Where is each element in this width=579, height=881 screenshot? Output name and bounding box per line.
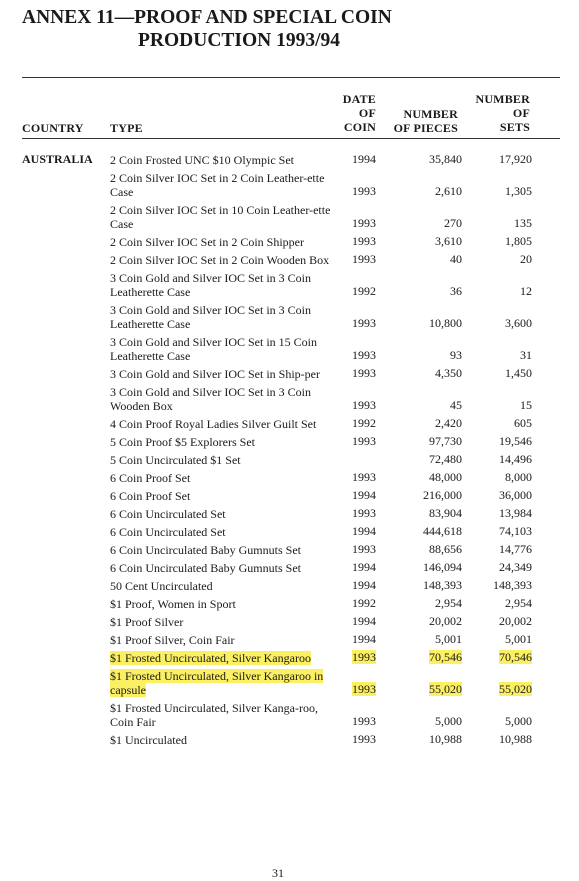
sets-cell-wrap <box>462 524 532 541</box>
sets-cell: 17,920 <box>499 152 532 166</box>
header-pieces-line-1: NUMBER <box>403 107 458 121</box>
sets-cell-wrap <box>462 366 532 383</box>
header-type: TYPE <box>110 121 143 135</box>
date-cell: 1994 <box>352 578 376 592</box>
type-cell: $1 Proof Silver, Coin Fair <box>110 633 235 647</box>
sets-cell: 74,103 <box>499 524 532 538</box>
sets-cell: 13,984 <box>499 506 532 520</box>
type-cell-wrap <box>110 523 332 541</box>
sets-cell-wrap <box>462 398 532 415</box>
date-cell: 1993 <box>352 184 376 198</box>
sets-cell-wrap <box>462 488 532 505</box>
header-date-of-coin <box>332 92 376 134</box>
date-cell-wrap <box>332 596 376 613</box>
pieces-cell: 2,610 <box>435 184 462 198</box>
date-cell: 1993 <box>352 682 376 696</box>
table-row <box>0 301 579 333</box>
sets-cell: 55,020 <box>499 682 532 696</box>
sets-cell-wrap <box>462 234 532 251</box>
table-row <box>0 151 579 169</box>
type-cell-wrap <box>110 577 332 595</box>
pieces-cell: 83,904 <box>429 506 462 520</box>
table-row <box>0 613 579 631</box>
table-row <box>0 523 579 541</box>
sets-cell: 31 <box>520 348 532 362</box>
pieces-cell: 270 <box>444 216 462 230</box>
type-cell-wrap <box>110 699 332 731</box>
type-cell-wrap <box>110 649 332 667</box>
type-cell-wrap <box>110 383 332 415</box>
type-cell-wrap <box>110 433 332 451</box>
type-cell: 2 Coin Silver IOC Set in 2 Coin Leather-ette Case <box>110 171 325 199</box>
header-rule <box>22 138 560 139</box>
date-cell-wrap <box>332 348 376 365</box>
sets-cell: 20,002 <box>499 614 532 628</box>
pieces-cell-wrap <box>376 252 462 269</box>
pieces-cell-wrap <box>376 524 462 541</box>
header-date-line-3: COIN <box>343 120 376 134</box>
top-rule <box>22 77 560 78</box>
table-row <box>0 649 579 667</box>
pieces-cell-wrap <box>376 650 462 667</box>
pieces-cell: 93 <box>450 348 462 362</box>
sets-cell-wrap <box>462 284 532 301</box>
date-cell: 1993 <box>352 650 376 664</box>
header-number-of-pieces <box>380 107 458 135</box>
pieces-cell: 2,954 <box>435 596 462 610</box>
date-cell-wrap <box>332 184 376 201</box>
sets-cell-wrap <box>462 732 532 749</box>
pieces-cell-wrap <box>376 578 462 595</box>
date-cell-wrap <box>332 560 376 577</box>
sets-cell-wrap <box>462 614 532 631</box>
pieces-cell-wrap <box>376 398 462 415</box>
pieces-cell: 146,094 <box>423 560 462 574</box>
sets-cell: 3,600 <box>505 316 532 330</box>
type-cell: $1 Proof Silver <box>110 615 184 629</box>
type-cell: $1 Frosted Uncirculated, Silver Kanga-roo, Coin Fair <box>110 701 318 729</box>
pieces-cell-wrap <box>376 416 462 433</box>
table-row <box>0 415 579 433</box>
type-cell-wrap <box>110 487 332 505</box>
header-number-of-sets <box>470 92 530 134</box>
pieces-cell: 3,610 <box>435 234 462 248</box>
date-cell-wrap <box>332 366 376 383</box>
date-cell-wrap <box>332 284 376 301</box>
type-cell-wrap <box>110 415 332 433</box>
sets-cell-wrap <box>462 632 532 649</box>
sets-cell: 148,393 <box>493 578 532 592</box>
type-cell-wrap <box>110 365 332 383</box>
date-cell: 1994 <box>352 488 376 502</box>
table-row <box>0 559 579 577</box>
sets-cell-wrap <box>462 506 532 523</box>
table-row <box>0 251 579 269</box>
sets-cell: 14,776 <box>499 542 532 556</box>
date-cell-wrap <box>332 416 376 433</box>
date-cell: 1992 <box>352 284 376 298</box>
sets-cell: 19,546 <box>499 434 532 448</box>
sets-cell: 24,349 <box>499 560 532 574</box>
type-cell-wrap <box>110 201 332 233</box>
pieces-cell: 216,000 <box>423 488 462 502</box>
type-cell-wrap <box>110 541 332 559</box>
date-cell-wrap <box>332 488 376 505</box>
date-cell: 1993 <box>352 398 376 412</box>
pieces-cell-wrap <box>376 434 462 451</box>
header-country: COUNTRY <box>22 121 84 135</box>
type-cell-wrap <box>110 301 332 333</box>
sets-cell: 5,000 <box>505 714 532 728</box>
table-row <box>0 233 579 251</box>
date-cell: 1993 <box>352 234 376 248</box>
table-row <box>0 469 579 487</box>
date-cell-wrap <box>332 234 376 251</box>
pieces-cell: 20,002 <box>429 614 462 628</box>
pieces-cell: 40 <box>450 252 462 266</box>
country-label: AUSTRALIA <box>22 152 93 166</box>
pieces-cell-wrap <box>376 316 462 333</box>
table-row <box>0 631 579 649</box>
type-cell-wrap <box>110 613 332 631</box>
date-cell: 1994 <box>352 632 376 646</box>
pieces-cell-wrap <box>376 560 462 577</box>
sets-cell-wrap <box>462 416 532 433</box>
pieces-cell-wrap <box>376 184 462 201</box>
pieces-cell-wrap <box>376 714 462 731</box>
sets-cell: 1,450 <box>505 366 532 380</box>
table-row <box>0 667 579 699</box>
sets-cell: 12 <box>520 284 532 298</box>
pieces-cell: 35,840 <box>429 152 462 166</box>
pieces-cell: 10,800 <box>429 316 462 330</box>
date-cell: 1993 <box>352 216 376 230</box>
date-cell: 1993 <box>352 434 376 448</box>
table-row <box>0 383 579 415</box>
date-cell: 1994 <box>352 152 376 166</box>
pieces-cell: 88,656 <box>429 542 462 556</box>
date-cell-wrap <box>332 216 376 233</box>
type-cell: $1 Frosted Uncirculated, Silver Kangaroo in capsule <box>110 669 324 697</box>
pieces-cell-wrap <box>376 614 462 631</box>
pieces-cell-wrap <box>376 488 462 505</box>
type-cell: 4 Coin Proof Royal Ladies Silver Guilt Set <box>110 417 317 431</box>
header-date-line-1: DATE <box>342 92 376 106</box>
pieces-cell-wrap <box>376 632 462 649</box>
sets-cell-wrap <box>462 682 532 699</box>
pieces-cell: 97,730 <box>429 434 462 448</box>
sets-cell-wrap <box>462 578 532 595</box>
type-cell-wrap <box>110 333 332 365</box>
date-cell-wrap <box>332 682 376 699</box>
type-cell: 3 Coin Gold and Silver IOC Set in Ship-per <box>110 367 320 381</box>
pieces-cell-wrap <box>376 348 462 365</box>
sets-cell: 15 <box>520 398 532 412</box>
date-cell: 1993 <box>352 470 376 484</box>
pieces-cell-wrap <box>376 470 462 487</box>
header-sets-line-1: NUMBER <box>475 92 530 106</box>
sets-cell-wrap <box>462 152 532 169</box>
table-row <box>0 595 579 613</box>
sets-cell: 605 <box>514 416 532 430</box>
table-row <box>0 365 579 383</box>
sets-cell-wrap <box>462 348 532 365</box>
date-cell: 1993 <box>352 316 376 330</box>
type-cell: 2 Coin Silver IOC Set in 10 Coin Leather-ette Case <box>110 203 331 231</box>
pieces-cell: 444,618 <box>423 524 462 538</box>
type-cell: 3 Coin Gold and Silver IOC Set in 3 Coin Leatherette Case <box>110 271 311 299</box>
type-cell-wrap <box>110 731 332 749</box>
sets-cell-wrap <box>462 452 532 469</box>
type-cell-wrap <box>110 169 332 201</box>
pieces-cell: 36 <box>450 284 462 298</box>
sets-cell-wrap <box>462 252 532 269</box>
date-cell: 1993 <box>352 366 376 380</box>
header-pieces-line-2: OF PIECES <box>393 121 458 135</box>
pieces-cell: 148,393 <box>423 578 462 592</box>
pieces-cell-wrap <box>376 152 462 169</box>
table-row <box>0 487 579 505</box>
date-cell: 1993 <box>352 542 376 556</box>
type-cell: $1 Proof, Women in Sport <box>110 597 236 611</box>
type-cell: 2 Coin Frosted UNC $10 Olympic Set <box>110 153 295 167</box>
date-cell: 1993 <box>352 348 376 362</box>
date-cell-wrap <box>332 632 376 649</box>
type-cell: 3 Coin Gold and Silver IOC Set in 3 Coin Leatherette Case <box>110 303 311 331</box>
sets-cell-wrap <box>462 470 532 487</box>
date-cell: 1994 <box>352 560 376 574</box>
sets-cell: 14,496 <box>499 452 532 466</box>
pieces-cell-wrap <box>376 542 462 559</box>
sets-cell: 1,305 <box>505 184 532 198</box>
date-cell: 1993 <box>352 714 376 728</box>
table-row <box>0 169 579 201</box>
type-cell-wrap <box>110 151 332 169</box>
type-cell-wrap <box>110 595 332 613</box>
type-cell: $1 Uncirculated <box>110 733 187 747</box>
sets-cell: 1,805 <box>505 234 532 248</box>
pieces-cell: 55,020 <box>429 682 462 696</box>
pieces-cell-wrap <box>376 234 462 251</box>
type-cell: 2 Coin Silver IOC Set in 2 Coin Wooden Box <box>110 253 330 267</box>
date-cell-wrap <box>332 714 376 731</box>
header-date-line-2: OF <box>358 106 376 120</box>
date-cell-wrap <box>332 578 376 595</box>
date-cell-wrap <box>332 524 376 541</box>
type-cell: 3 Coin Gold and Silver IOC Set in 15 Coin Leatherette Case <box>110 335 317 363</box>
type-cell: 6 Coin Proof Set <box>110 471 191 485</box>
type-cell-wrap <box>110 667 332 699</box>
date-cell: 1993 <box>352 252 376 266</box>
type-cell: 50 Cent Uncirculated <box>110 579 213 593</box>
sets-cell-wrap <box>462 216 532 233</box>
date-cell-wrap <box>332 152 376 169</box>
sets-cell: 8,000 <box>505 470 532 484</box>
pieces-cell-wrap <box>376 732 462 749</box>
sets-cell-wrap <box>462 434 532 451</box>
pieces-cell-wrap <box>376 216 462 233</box>
date-cell: 1992 <box>352 416 376 430</box>
pieces-cell-wrap <box>376 682 462 699</box>
page-number: 31 <box>272 866 284 880</box>
sets-cell-wrap <box>462 542 532 559</box>
sets-cell: 135 <box>514 216 532 230</box>
type-cell-wrap <box>110 233 332 251</box>
table-row <box>0 333 579 365</box>
date-cell-wrap <box>332 398 376 415</box>
header-sets-line-2: OF <box>512 106 530 120</box>
type-cell: 6 Coin Uncirculated Set <box>110 525 226 539</box>
table-row <box>0 541 579 559</box>
date-cell-wrap <box>332 732 376 749</box>
date-cell-wrap <box>332 252 376 269</box>
sets-cell-wrap <box>462 560 532 577</box>
sets-cell-wrap <box>462 596 532 613</box>
type-cell-wrap <box>110 469 332 487</box>
sets-cell: 70,546 <box>499 650 532 664</box>
date-cell: 1993 <box>352 506 376 520</box>
table-row <box>0 577 579 595</box>
pieces-cell-wrap <box>376 284 462 301</box>
date-cell: 1994 <box>352 614 376 628</box>
sets-cell-wrap <box>462 714 532 731</box>
type-cell: 6 Coin Uncirculated Baby Gumnuts Set <box>110 543 301 557</box>
table-row <box>0 451 579 469</box>
table-row <box>0 433 579 451</box>
type-cell: 2 Coin Silver IOC Set in 2 Coin Shipper <box>110 235 305 249</box>
pieces-cell: 5,001 <box>435 632 462 646</box>
type-cell: 5 Coin Uncirculated $1 Set <box>110 453 241 467</box>
date-cell-wrap <box>332 506 376 523</box>
date-cell-wrap <box>332 470 376 487</box>
coin-table-body <box>0 151 579 749</box>
pieces-cell-wrap <box>376 366 462 383</box>
pieces-cell: 4,350 <box>435 366 462 380</box>
sets-cell-wrap <box>462 316 532 333</box>
sets-cell: 5,001 <box>505 632 532 646</box>
sets-cell: 10,988 <box>499 732 532 746</box>
title-line-1: ANNEX 11—PROOF AND SPECIAL COIN <box>22 7 392 28</box>
table-row <box>0 731 579 749</box>
date-cell-wrap <box>332 316 376 333</box>
pieces-cell-wrap <box>376 452 462 469</box>
type-cell-wrap <box>110 505 332 523</box>
date-cell-wrap <box>332 434 376 451</box>
type-cell: $1 Frosted Uncirculated, Silver Kangaroo <box>110 651 311 665</box>
type-cell-wrap <box>110 451 332 469</box>
type-cell: 6 Coin Uncirculated Baby Gumnuts Set <box>110 561 301 575</box>
title-line-2: PRODUCTION 1993/94 <box>138 30 341 51</box>
page-title <box>22 6 442 52</box>
type-cell-wrap <box>110 251 332 269</box>
sets-cell-wrap <box>462 184 532 201</box>
pieces-cell: 70,546 <box>429 650 462 664</box>
pieces-cell: 48,000 <box>429 470 462 484</box>
pieces-cell: 72,480 <box>429 452 462 466</box>
sets-cell: 20 <box>520 252 532 266</box>
pieces-cell-wrap <box>376 596 462 613</box>
table-row <box>0 505 579 523</box>
sets-cell: 36,000 <box>499 488 532 502</box>
type-cell: 5 Coin Proof $5 Explorers Set <box>110 435 255 449</box>
date-cell: 1993 <box>352 732 376 746</box>
type-cell: 3 Coin Gold and Silver IOC Set in 3 Coin Wooden Box <box>110 385 311 413</box>
pieces-cell: 2,420 <box>435 416 462 430</box>
type-cell: 6 Coin Uncirculated Set <box>110 507 226 521</box>
sets-cell: 2,954 <box>505 596 532 610</box>
pieces-cell: 5,000 <box>435 714 462 728</box>
table-row <box>0 269 579 301</box>
date-cell: 1994 <box>352 524 376 538</box>
date-cell-wrap <box>332 614 376 631</box>
date-cell: 1992 <box>352 596 376 610</box>
type-cell: 6 Coin Proof Set <box>110 489 191 503</box>
table-row <box>0 699 579 731</box>
type-cell-wrap <box>110 269 332 301</box>
type-cell-wrap <box>110 559 332 577</box>
type-cell-wrap <box>110 631 332 649</box>
date-cell-wrap <box>332 650 376 667</box>
sets-cell-wrap <box>462 650 532 667</box>
pieces-cell: 10,988 <box>429 732 462 746</box>
pieces-cell-wrap <box>376 506 462 523</box>
pieces-cell: 45 <box>450 398 462 412</box>
date-cell-wrap <box>332 542 376 559</box>
header-sets-line-3: SETS <box>499 120 530 134</box>
table-row <box>0 201 579 233</box>
